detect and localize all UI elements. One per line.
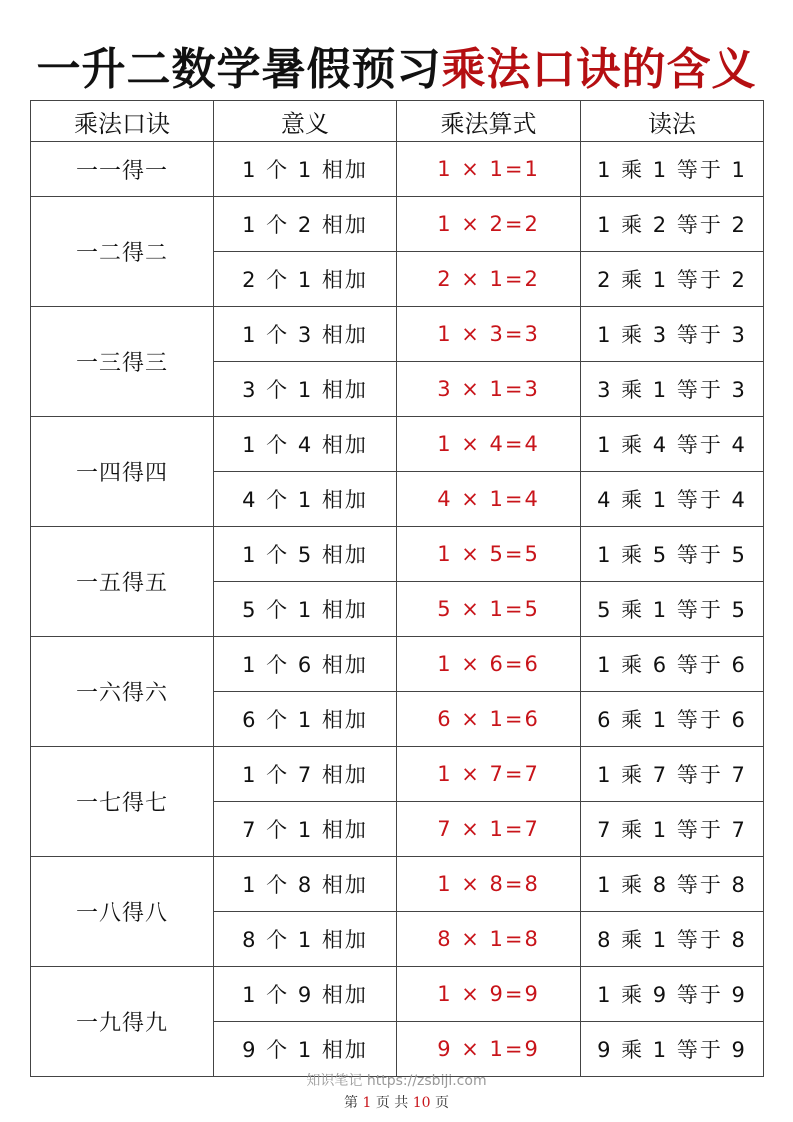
reading-cell: 1 乘 7 等于 7 xyxy=(581,747,764,802)
header-row xyxy=(31,101,764,142)
title-prefix: 一升二数学暑假预习 xyxy=(36,44,442,95)
meaning-cell: 1 个 8 相加 xyxy=(214,857,397,912)
reading-cell: 7 乘 1 等于 7 xyxy=(581,802,764,857)
formula-cell: 1 × 5=5 xyxy=(397,527,581,582)
formula-cell: 1 × 4=4 xyxy=(397,417,581,472)
reading-cell: 2 乘 1 等于 2 xyxy=(581,252,764,307)
table-row xyxy=(31,307,764,362)
table-row xyxy=(31,527,764,582)
footer-watermark: 知识笔记 https://zsbiji.com xyxy=(306,1073,487,1089)
table-row xyxy=(31,747,764,802)
kou-cell: 一二得二 xyxy=(31,197,214,307)
kou-cell: 一一得一 xyxy=(31,142,214,197)
page-total: 10 xyxy=(412,1095,431,1111)
multiplication-table xyxy=(30,100,764,1077)
reading-cell: 9 乘 1 等于 9 xyxy=(581,1022,764,1077)
title-highlight: 乘法口诀的含义 xyxy=(441,44,757,95)
reading-cell: 1 乘 2 等于 2 xyxy=(581,197,764,252)
meaning-cell: 7 个 1 相加 xyxy=(214,802,397,857)
reading-cell: 6 乘 1 等于 6 xyxy=(581,692,764,747)
formula-cell: 1 × 2=2 xyxy=(397,197,581,252)
formula-cell: 7 × 1=7 xyxy=(397,802,581,857)
meaning-cell: 3 个 1 相加 xyxy=(214,362,397,417)
reading-cell: 3 乘 1 等于 3 xyxy=(581,362,764,417)
meaning-cell: 1 个 4 相加 xyxy=(214,417,397,472)
header-reading: 读法 xyxy=(581,101,764,142)
table-row xyxy=(31,142,764,197)
kou-cell: 一七得七 xyxy=(31,747,214,857)
formula-cell: 1 × 1=1 xyxy=(397,142,581,197)
formula-cell: 8 × 1=8 xyxy=(397,912,581,967)
header-meaning: 意义 xyxy=(214,101,397,142)
reading-cell: 1 乘 1 等于 1 xyxy=(581,142,764,197)
kou-cell: 一四得四 xyxy=(31,417,214,527)
header-formula: 乘法算式 xyxy=(397,101,581,142)
table-row xyxy=(31,637,764,692)
formula-cell: 2 × 1=2 xyxy=(397,252,581,307)
kou-cell: 一九得九 xyxy=(31,967,214,1077)
meaning-cell: 1 个 2 相加 xyxy=(214,197,397,252)
page-title xyxy=(0,40,793,100)
reading-cell: 1 乘 8 等于 8 xyxy=(581,857,764,912)
kou-cell: 一五得五 xyxy=(31,527,214,637)
meaning-cell: 2 个 1 相加 xyxy=(214,252,397,307)
page-suffix: 页 xyxy=(435,1095,449,1111)
meaning-cell: 4 个 1 相加 xyxy=(214,472,397,527)
formula-cell: 9 × 1=9 xyxy=(397,1022,581,1077)
formula-cell: 3 × 1=3 xyxy=(397,362,581,417)
reading-cell: 1 乘 6 等于 6 xyxy=(581,637,764,692)
reading-cell: 1 乘 3 等于 3 xyxy=(581,307,764,362)
kou-cell: 一八得八 xyxy=(31,857,214,967)
meaning-cell: 1 个 3 相加 xyxy=(214,307,397,362)
table-row xyxy=(31,417,764,472)
formula-cell: 1 × 8=8 xyxy=(397,857,581,912)
reading-cell: 8 乘 1 等于 8 xyxy=(581,912,764,967)
meaning-cell: 1 个 1 相加 xyxy=(214,142,397,197)
meaning-cell: 5 个 1 相加 xyxy=(214,582,397,637)
meaning-cell: 1 个 5 相加 xyxy=(214,527,397,582)
reading-cell: 4 乘 1 等于 4 xyxy=(581,472,764,527)
formula-cell: 1 × 7=7 xyxy=(397,747,581,802)
meaning-cell: 1 个 6 相加 xyxy=(214,637,397,692)
page-current: 1 xyxy=(362,1095,372,1111)
meaning-cell: 1 个 7 相加 xyxy=(214,747,397,802)
reading-cell: 1 乘 9 等于 9 xyxy=(581,967,764,1022)
formula-cell: 1 × 3=3 xyxy=(397,307,581,362)
meaning-cell: 1 个 9 相加 xyxy=(214,967,397,1022)
table-row xyxy=(31,967,764,1022)
reading-cell: 1 乘 5 等于 5 xyxy=(581,527,764,582)
formula-cell: 1 × 9=9 xyxy=(397,967,581,1022)
reading-cell: 5 乘 1 等于 5 xyxy=(581,582,764,637)
formula-cell: 1 × 6=6 xyxy=(397,637,581,692)
table-row xyxy=(31,197,764,252)
page-mid: 页 共 xyxy=(375,1095,409,1111)
meaning-cell: 9 个 1 相加 xyxy=(214,1022,397,1077)
page-prefix: 第 xyxy=(343,1095,358,1111)
reading-cell: 1 乘 4 等于 4 xyxy=(581,417,764,472)
formula-cell: 6 × 1=6 xyxy=(397,692,581,747)
formula-cell: 4 × 1=4 xyxy=(397,472,581,527)
table-row xyxy=(31,857,764,912)
meaning-cell: 6 个 1 相加 xyxy=(214,692,397,747)
kou-cell: 一六得六 xyxy=(31,637,214,747)
formula-cell: 5 × 1=5 xyxy=(397,582,581,637)
header-kou: 乘法口诀 xyxy=(31,101,214,142)
page-indicator xyxy=(0,1092,793,1112)
meaning-cell: 8 个 1 相加 xyxy=(214,912,397,967)
kou-cell: 一三得三 xyxy=(31,307,214,417)
